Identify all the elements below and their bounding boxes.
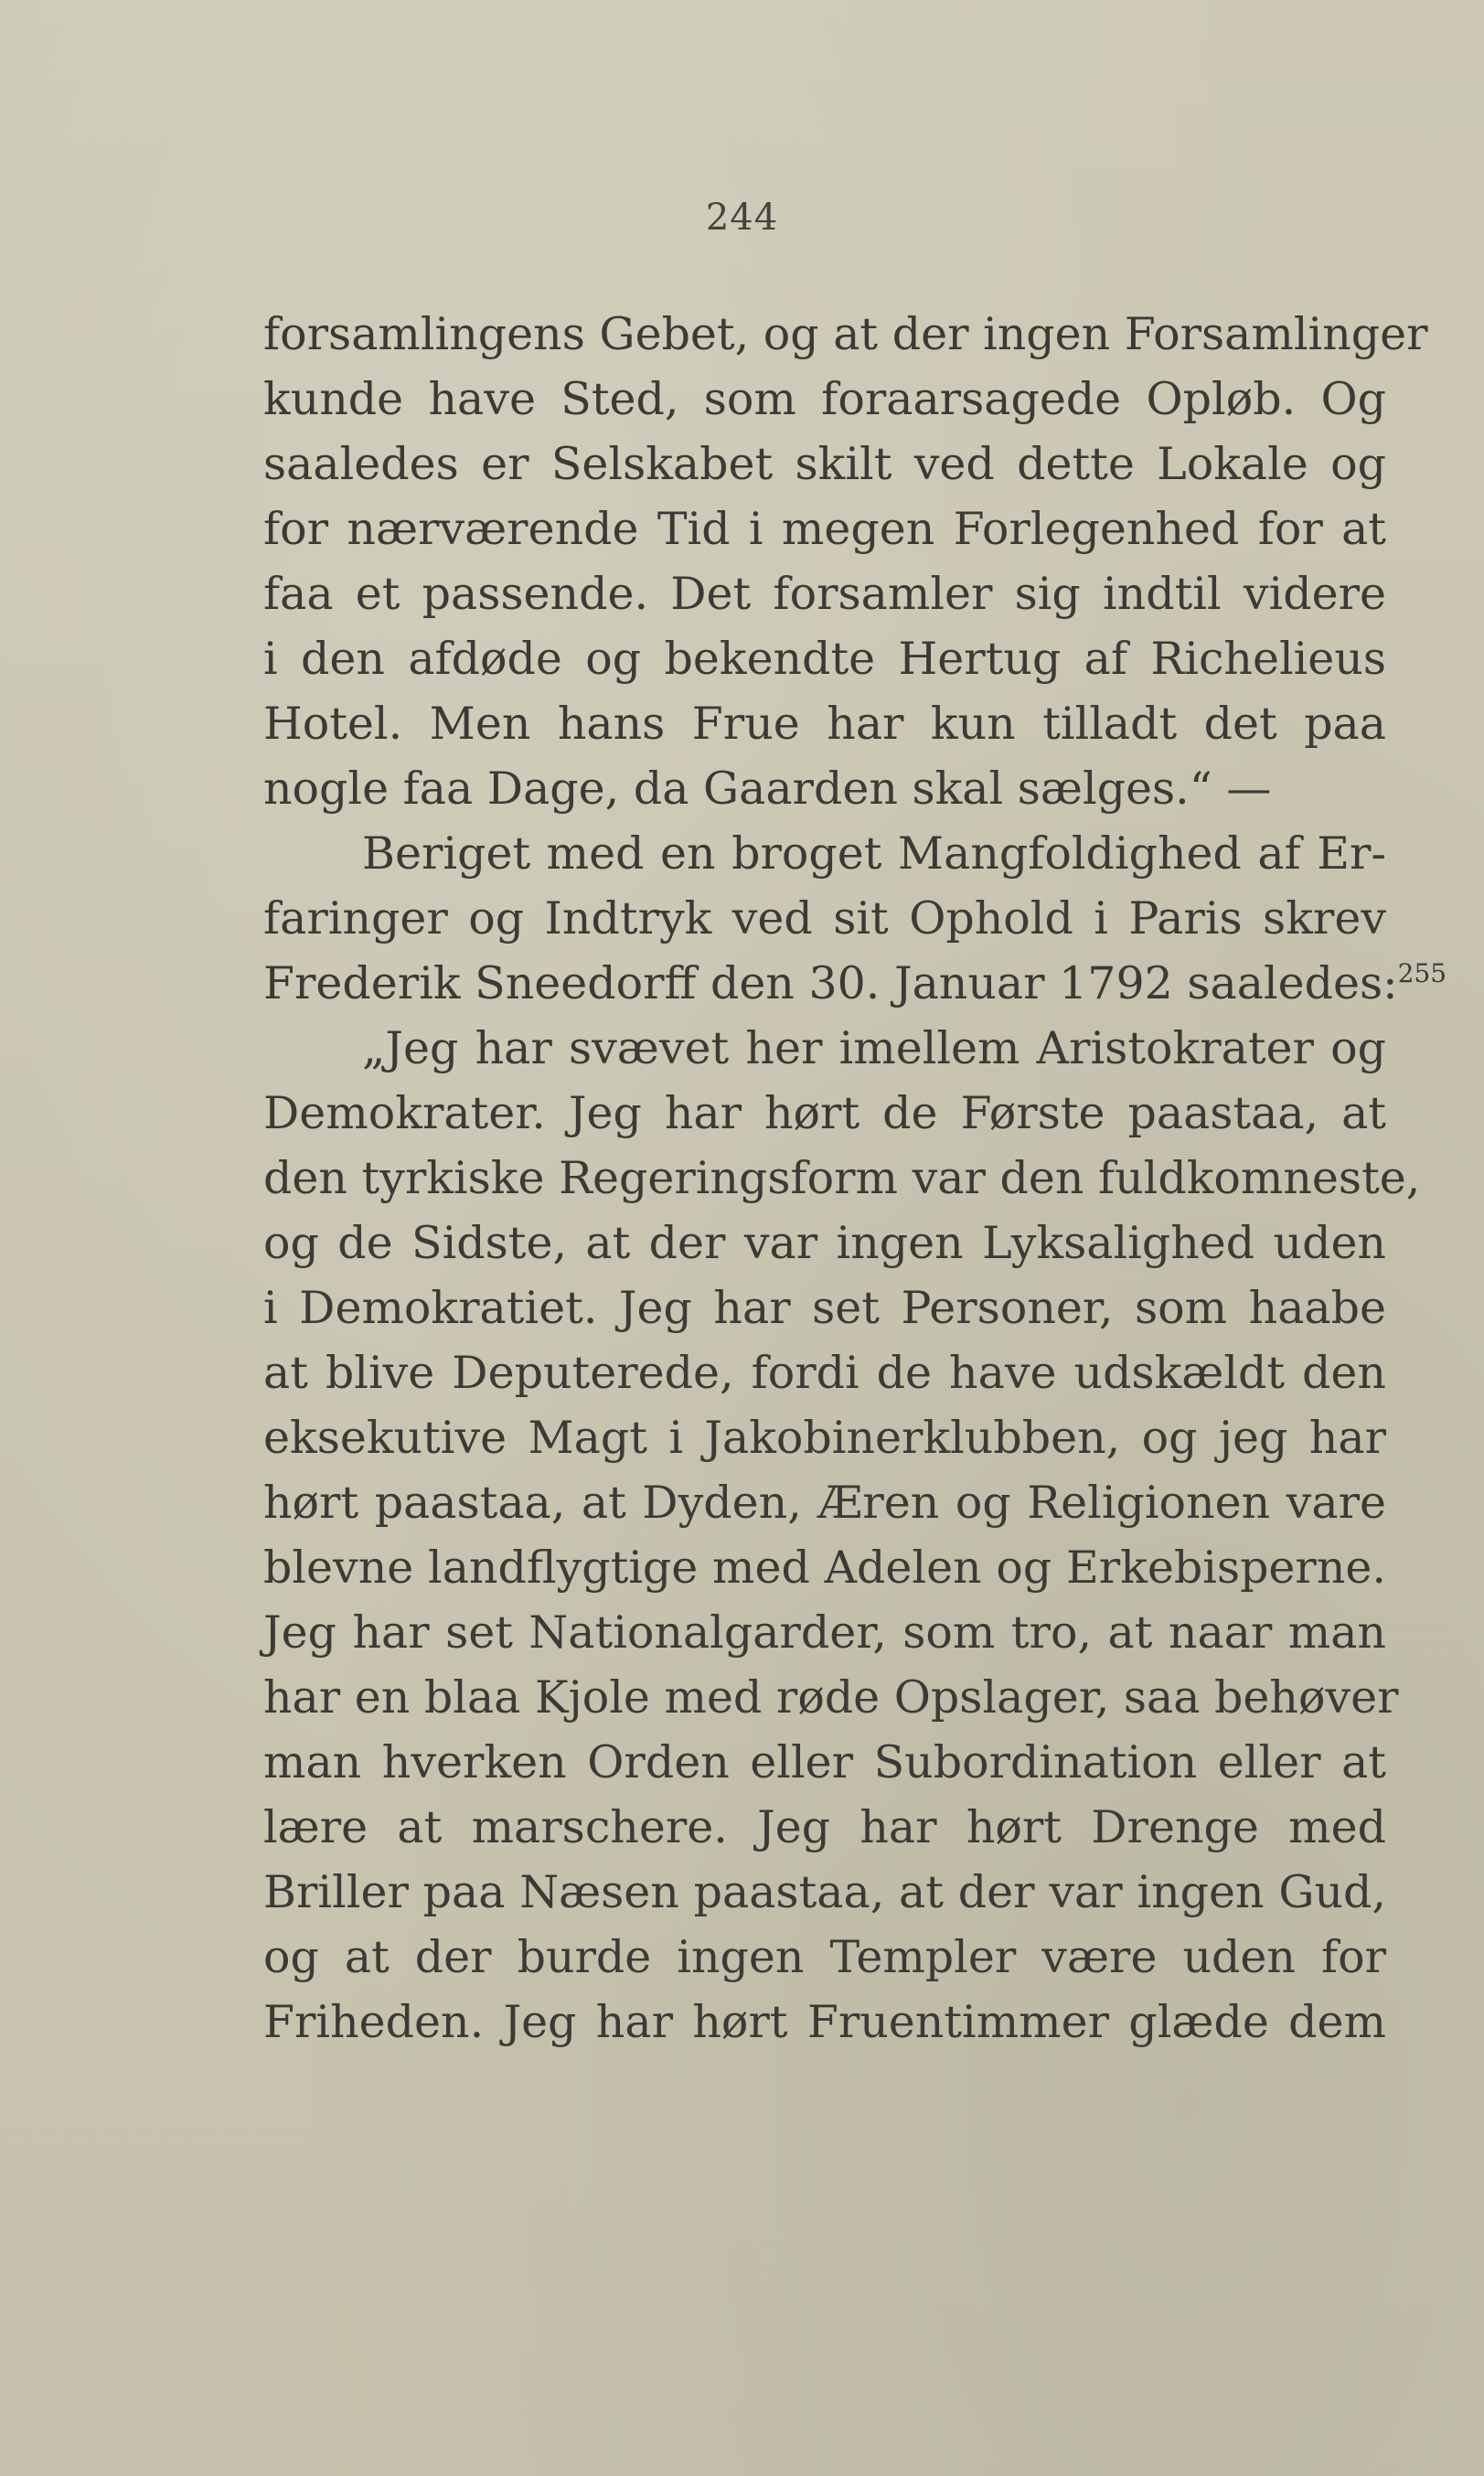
text-line: for nærværende Tid i megen Forlegenhed for at (263, 503, 1386, 555)
quote-start-line: „Jeg har svævet her imellem Aristokrater og (362, 1022, 1386, 1074)
text-line: blevne landflygtige med Adelen og Erkebisperne. (263, 1542, 1386, 1594)
text-line: Demokrater. Jeg har hørt de Første paastaa, at (263, 1087, 1386, 1139)
text-line: forsamlingens Gebet, og at der ingen Forsamlinger (263, 308, 1428, 360)
text-line: eksekutive Magt i Jakobinerklubben, og jeg har (263, 1412, 1386, 1464)
text-line: i Demokratiet. Jeg har set Personer, som haabe (263, 1282, 1386, 1334)
text-line-with-footnote (263, 951, 1447, 1016)
text-line: Hotel. Men hans Frue har kun tilladt det paa (263, 698, 1386, 750)
text-line: Jeg har set Nationalgarder, som tro, at naar man (263, 1606, 1386, 1659)
text-line: at blive Deputerede, fordi de have udskældt den (263, 1347, 1386, 1399)
text-line: kunde have Sted, som foraarsagede Opløb. Og (263, 373, 1386, 425)
text-line-content: Frederik Sneedorff den 30. Januar 1792 saaledes: (263, 957, 1398, 1009)
footnote-reference: 255 (1397, 958, 1447, 988)
text-line: og at der burde ingen Templer være uden for (263, 1931, 1386, 1983)
text-line: og de Sidste, at der var ingen Lyksalighed uden (263, 1217, 1386, 1269)
text-line: saaledes er Selskabet skilt ved dette Lokale og (263, 438, 1386, 490)
text-line: man hverken Orden eller Subordination eller at (263, 1736, 1386, 1788)
text-line: faringer og Indtryk ved sit Ophold i Paris skrev (263, 892, 1386, 945)
text-line: har en blaa Kjole med røde Opslager, saa behøver (263, 1671, 1399, 1724)
page-number: 244 (705, 197, 779, 239)
text-line: i den afdøde og bekendte Hertug af Richelieus (263, 633, 1386, 685)
paragraph-end-line: nogle faa Dage, da Gaarden skal sælges.“ — (263, 763, 1272, 815)
text-line: Briller paa Næsen paastaa, at der var ingen Gud, (263, 1866, 1386, 1918)
text-line: faa et passende. Det forsamler sig indtil videre (263, 568, 1386, 620)
body-text (263, 302, 1447, 2054)
text-line: lære at marschere. Jeg har hørt Drenge med (263, 1801, 1386, 1853)
text-line: den tyrkiske Regeringsform var den fuldkomneste, (263, 1152, 1421, 1204)
text-line: Friheden. Jeg har hørt Fruentimmer glæde dem (263, 1996, 1386, 2048)
paragraph-start-line: Beriget med en broget Mangfoldighed af Er- (362, 827, 1386, 880)
text-line: hørt paastaa, at Dyden, Æren og Religionen vare (263, 1477, 1386, 1529)
